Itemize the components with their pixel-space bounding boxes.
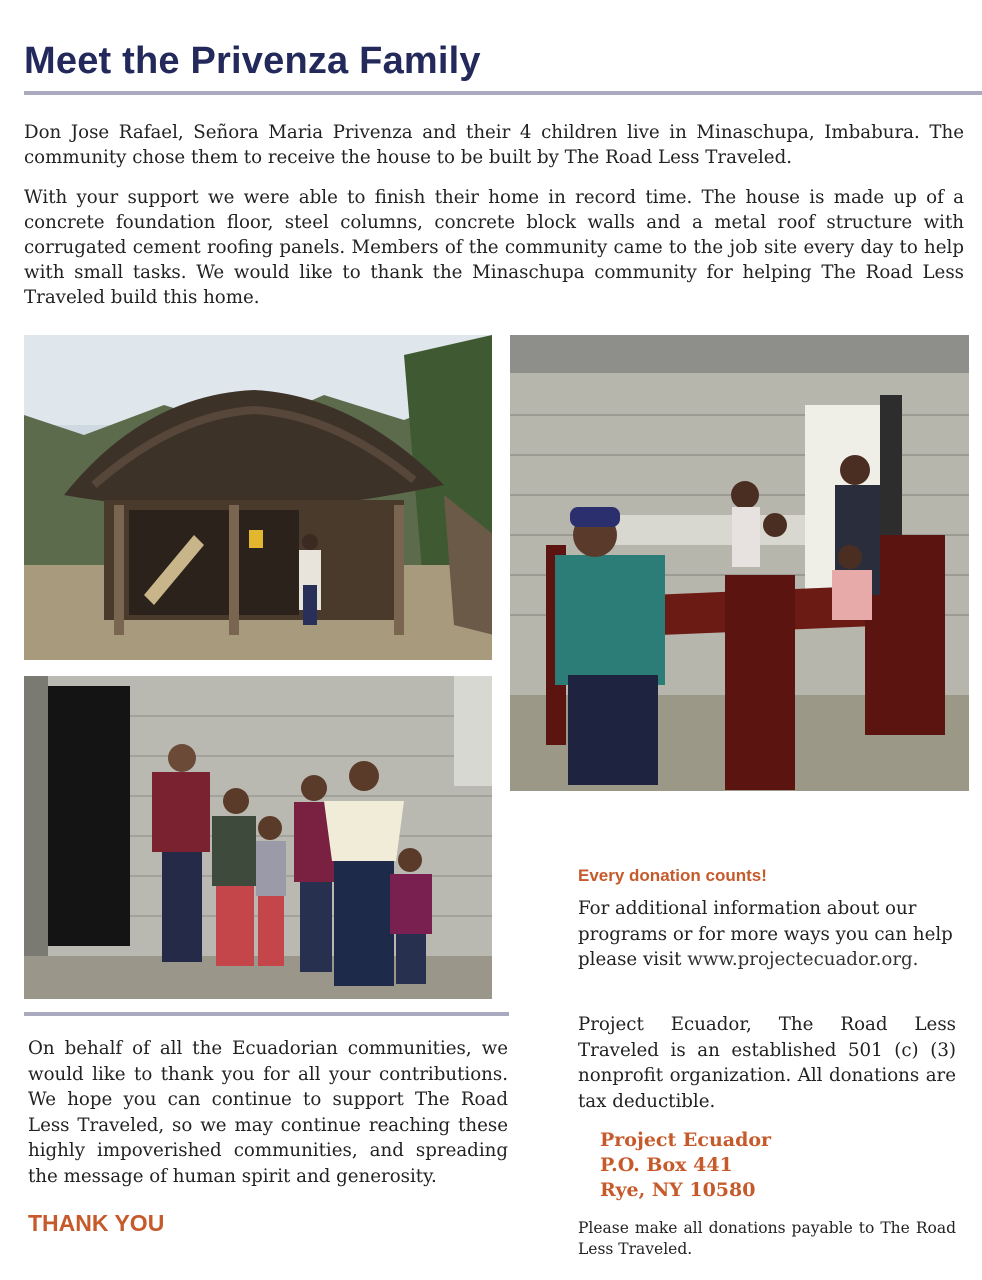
thank-you-paragraph: On behalf of all the Ecuadorian communities, we would like to thank you for all your contributions. We hope you can continue to support The Road Less Traveled, so we may continue reaching these highly impoverished communities, and spreading the message of human spirit and generosity.: [28, 1038, 508, 1187]
info-text: For additional information about our programs or for more ways you can help please visit: [578, 898, 953, 970]
intro-paragraph-2: With your support we were able to finish their home in record time. The house is made up of a concrete foundation floor, steel columns, concrete block walls and a metal roof structure with corrugated cement roofing panels. Members of the community came to the job site every day to help with small tasks. We would like to thank the Minaschupa community for helping The Road Less Traveled build this home.: [24, 187, 964, 308]
new-house-interior-photo: [510, 335, 969, 791]
info-paragraph: [578, 896, 956, 973]
address-line-3: Rye, NY 10580: [600, 1179, 756, 1201]
page-title: Meet the Privenza Family: [24, 40, 481, 82]
thatched-hut-photo: [24, 335, 492, 660]
payable-note: Please make all donations payable to The Road Less Traveled.: [578, 1219, 956, 1258]
address-line-2: P.O. Box 441: [600, 1154, 733, 1176]
section-divider: [24, 1012, 509, 1016]
website-link[interactable]: www.projectecuador.org.: [687, 949, 919, 970]
title-divider: [24, 91, 982, 95]
address-line-1: Project Ecuador: [600, 1129, 772, 1151]
nonprofit-paragraph: Project Ecuador, The Road Less Traveled is an established 501 (c) (3) nonprofit organization. All donations are tax deductible.: [578, 1014, 956, 1112]
donation-heading: Every donation counts!: [578, 866, 767, 885]
intro-paragraph-1: Don Jose Rafael, Señora Maria Privenza and their 4 children live in Minaschupa, Imbabura. The community chose them to receive the house to be built by The Road Less Traveled.: [24, 122, 964, 168]
mailing-address: [600, 1128, 771, 1203]
family-portrait-photo: [24, 676, 492, 999]
thank-you-signoff: THANK YOU: [28, 1210, 165, 1236]
